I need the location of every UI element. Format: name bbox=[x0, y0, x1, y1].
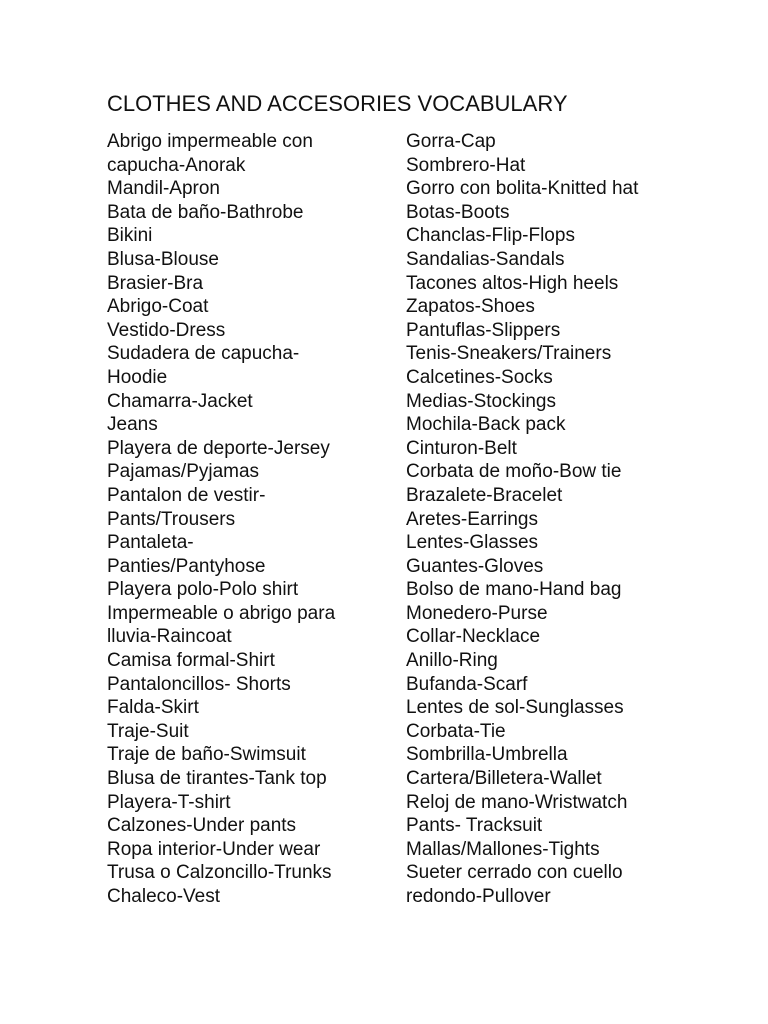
vocabulary-line: Pantalon de vestir- bbox=[107, 484, 266, 506]
vocabulary-line: Blusa-Blouse bbox=[107, 248, 219, 270]
vocabulary-line: Brasier-Bra bbox=[107, 272, 204, 294]
vocabulary-line: Playera de deporte-Jersey bbox=[107, 437, 330, 459]
vocabulary-line: Collar-Necklace bbox=[406, 626, 541, 648]
vocabulary-line: Jeans bbox=[107, 414, 158, 436]
vocabulary-line: Mallas/Mallones-Tights bbox=[406, 838, 600, 860]
vocabulary-line: Sudadera de capucha- bbox=[107, 343, 300, 365]
vocabulary-line: Sueter cerrado con cuello bbox=[406, 862, 623, 884]
vocabulary-line: Lentes-Glasses bbox=[406, 532, 539, 554]
vocabulary-list-right bbox=[406, 130, 746, 909]
vocabulary-line: Tenis-Sneakers/Trainers bbox=[406, 343, 612, 365]
vocabulary-line: Bolso de mano-Hand bag bbox=[406, 579, 622, 601]
vocabulary-line: Playera-T-shirt bbox=[107, 791, 231, 813]
vocabulary-line: Calzones-Under pants bbox=[107, 815, 297, 837]
vocabulary-line: redondo-Pullover bbox=[406, 886, 551, 907]
vocabulary-line: Monedero-Purse bbox=[406, 602, 548, 624]
vocabulary-line: Bufanda-Scarf bbox=[406, 673, 528, 695]
vocabulary-line: Medias-Stockings bbox=[406, 390, 556, 412]
vocabulary-line: Pantaloncillos- Shorts bbox=[107, 673, 291, 695]
vocabulary-line: Mandil-Apron bbox=[107, 178, 220, 200]
vocabulary-line: Gorro con bolita-Knitted hat bbox=[406, 178, 639, 200]
vocabulary-line: Corbata de moño-Bow tie bbox=[406, 461, 622, 483]
vocabulary-line: Lentes de sol-Sunglasses bbox=[406, 697, 624, 719]
vocabulary-line: Abrigo-Coat bbox=[107, 296, 209, 318]
vocabulary-line: Mochila-Back pack bbox=[406, 414, 566, 436]
vocabulary-line: Blusa de tirantes-Tank top bbox=[107, 768, 327, 790]
vocabulary-line: Sombrilla-Umbrella bbox=[406, 744, 568, 766]
vocabulary-line: Hoodie bbox=[107, 366, 168, 388]
vocabulary-line: Traje-Suit bbox=[107, 720, 189, 742]
vocabulary-line: Guantes-Gloves bbox=[406, 555, 544, 577]
page-title: CLOTHES AND ACCESORIES VOCABULARY bbox=[107, 91, 568, 116]
vocabulary-line: Pants/Trousers bbox=[107, 508, 236, 530]
vocabulary-line: Chaleco-Vest bbox=[107, 886, 221, 907]
vocabulary-line: Chanclas-Flip-Flops bbox=[406, 225, 575, 247]
vocabulary-line: Panties/Pantyhose bbox=[107, 555, 266, 577]
vocabulary-line: Cinturon-Belt bbox=[406, 437, 517, 459]
vocabulary-line: Reloj de mano-Wristwatch bbox=[406, 791, 628, 813]
vocabulary-line: Anillo-Ring bbox=[406, 650, 498, 672]
vocabulary-line: Pantuflas-Slippers bbox=[406, 319, 561, 341]
vocabulary-line: Bata de baño-Bathrobe bbox=[107, 201, 304, 223]
vocabulary-line: capucha-Anorak bbox=[107, 154, 246, 176]
vocabulary-line: Playera polo-Polo shirt bbox=[107, 579, 299, 601]
vocabulary-line: Camisa formal-Shirt bbox=[107, 650, 275, 672]
vocabulary-line: Cartera/Billetera-Wallet bbox=[406, 768, 602, 790]
vocabulary-line: Sandalias-Sandals bbox=[406, 248, 565, 270]
vocabulary-line: Pantaleta- bbox=[107, 532, 194, 554]
vocabulary-line: Gorra-Cap bbox=[406, 131, 496, 152]
vocabulary-line: Vestido-Dress bbox=[107, 319, 226, 341]
vocabulary-line: Traje de baño-Swimsuit bbox=[107, 744, 306, 766]
vocabulary-line: Brazalete-Bracelet bbox=[406, 484, 563, 506]
vocabulary-line: Ropa interior-Under wear bbox=[107, 838, 321, 860]
vocabulary-line: Sombrero-Hat bbox=[406, 154, 526, 176]
vocabulary-line: Abrigo impermeable con bbox=[107, 131, 313, 152]
vocabulary-line: Tacones altos-High heels bbox=[406, 272, 619, 294]
vocabulary-line: Trusa o Calzoncillo-Trunks bbox=[107, 862, 332, 884]
vocabulary-line: Pants- Tracksuit bbox=[406, 815, 543, 837]
vocabulary-list-left bbox=[107, 130, 387, 909]
vocabulary-line: Corbata-Tie bbox=[406, 720, 506, 742]
vocabulary-line: Bikini bbox=[107, 225, 153, 247]
vocabulary-line: Falda-Skirt bbox=[107, 697, 199, 719]
vocabulary-line: Pajamas/Pyjamas bbox=[107, 461, 260, 483]
vocabulary-line: Botas-Boots bbox=[406, 201, 510, 223]
vocabulary-line: Aretes-Earrings bbox=[406, 508, 538, 530]
vocabulary-line: Zapatos-Shoes bbox=[406, 296, 535, 318]
vocabulary-line: Chamarra-Jacket bbox=[107, 390, 253, 412]
vocabulary-line: Impermeable o abrigo para bbox=[107, 602, 336, 624]
vocabulary-line: Calcetines-Socks bbox=[406, 366, 553, 388]
vocabulary-line: lluvia-Raincoat bbox=[107, 626, 232, 648]
